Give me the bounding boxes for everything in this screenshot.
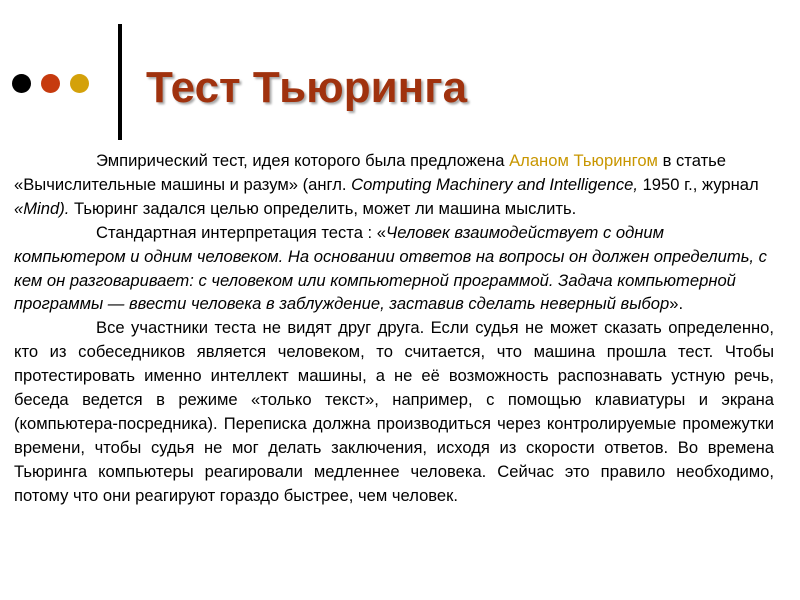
gold-dot-icon: [70, 74, 89, 93]
interpretation-quote: Человек взаимодействует с одним компьютером и одним человеком. На основании ответов на вопросы он должен определить, с кем он разговаривает: с человеком или компьютерной программой. Задача компьютерной программы — ввести человека в заблуждение, заставив сделать неверный выбор: [14, 222, 767, 314]
black-dot-icon: [12, 74, 31, 93]
text-run: в статье «Вычислительные машины и разум» (англ.: [14, 151, 727, 194]
paragraph-interpretation: [14, 221, 774, 317]
text-run: 1950 г., журнал: [637, 174, 759, 194]
text-run: Стандартная интерпретация теста : «: [96, 222, 387, 242]
vertical-divider: [118, 24, 122, 140]
text-run: Эмпирический тест, идея которого была предложена: [96, 151, 510, 170]
paragraph-definition: [14, 149, 774, 221]
text-run: Тьюринг задался целью определить, может ли машина мыслить.: [69, 198, 577, 218]
slide-title: Тест Тьюринга: [146, 63, 468, 112]
turing-link[interactable]: Аланом Тьюрингом: [509, 151, 658, 170]
paragraph-rules: Все участники теста не видят друг друга. Если судья не может сказать определенно, кто из собеседников является человеком, то считается, что машина прошла тест. Чтобы протестировать именно интеллект машины, а не её возможность распознавать устную речь, беседа ведется в режиме «только текст», например, с помощью клавиатуры и экрана (компьютера-посредника). Переписка должна производиться через контролируемые промежутки времени, чтобы судья не мог делать заключения, исходя из скорости ответов. Во времена Тьюринга компьютеры реагировали медленнее человека. Сейчас это правило необходимо, потому что они реагируют гораздо быстрее, чем человек.: [14, 318, 774, 505]
slide-body: [14, 149, 774, 508]
journal-name: «Mind).: [14, 198, 70, 218]
red-dot-icon: [41, 74, 60, 93]
english-title: Computing Machinery and Intelligence,: [351, 174, 638, 194]
text-run: ».: [669, 294, 684, 314]
decorative-bullets: [12, 72, 89, 94]
